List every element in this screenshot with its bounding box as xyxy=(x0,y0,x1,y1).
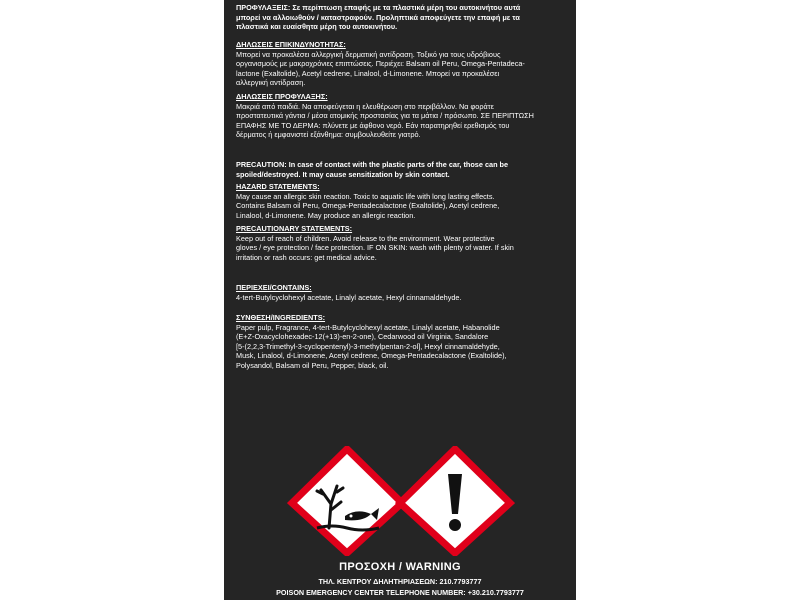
english-hazard-line: Contains Balsam oil Peru, Omega-Pentadecalactone (Exaltolide), Acetyl cedrene, xyxy=(236,201,500,211)
contains-section xyxy=(236,283,566,302)
ingredients-line: (E+Z-Oxacyclohexadec-12(+13)-en-2-one), Cedarwood oil Virginia, Sandalore xyxy=(236,332,489,342)
greek-precautionary-line: δέρματος ή εμφανιστεί εξάνθημα: συμβουλευθείτε γιατρό. xyxy=(236,130,421,140)
greek-precautionary-heading: ΔΗΛΩΣΕΙΣ ΠΡΟΦΥΛΑΞΗΣ: xyxy=(236,92,328,101)
contains-heading: ΠΕΡΙΕΧΕΙ/CONTAINS: xyxy=(236,283,312,292)
hazard-pictograms xyxy=(287,446,547,556)
greek-precaution-line: μπορεί να αλλοιωθούν / καταστραφούν. Προληπτικά αποφεύγετε την επαφή με τα xyxy=(236,12,520,22)
english-precautionary-line: Keep out of reach of children. Avoid release to the environment. Wear protective xyxy=(236,233,495,243)
greek-precaution-line: πλαστικά και ευαίσθητα μέρη του αυτοκινήτου. xyxy=(236,22,398,32)
greek-hazard-section xyxy=(236,40,566,88)
english-precaution xyxy=(236,160,566,179)
english-precaution-line: spoiled/destroyed. It may cause sensitization by skin contact. xyxy=(236,169,450,179)
ingredients-line: [5-(2,2,3-Trimethyl-3-cyclopentenyl)-3-methylpentan-2-ol], Hexyl cinnamaldehyde, xyxy=(236,341,500,351)
greek-precautionary-line: ΕΠΑΦΗΣ ΜΕ ΤΟ ΔΕΡΜΑ: πλύνετε με άφθονο νερό. Εάν παρατηρηθεί ερεθισμός του xyxy=(236,120,510,130)
environment-hazard-icon xyxy=(287,446,407,556)
greek-precautionary-line: Μακριά από παιδιά. Να αποφεύγεται η ελευθέρωση στο περιβάλλον. Να φοράτε xyxy=(236,101,494,111)
poison-center-phone-greek: ΤΗΛ. ΚΕΝΤΡΟΥ ΔΗΛΗΤΗΡΙΑΣΕΩΝ: 210.7793777 xyxy=(318,577,482,586)
greek-precaution xyxy=(236,3,566,32)
english-precautionary-line: gloves / eye protection / face protection. IF ON SKIN: wash with plenty of water. If skin xyxy=(236,243,514,253)
english-hazard-line: Linalool, d-Limonene. May produce an allergic reaction. xyxy=(236,210,416,220)
english-hazard-line: May cause an allergic skin reaction. Toxic to aquatic life with long lasting effects. xyxy=(236,191,495,201)
ingredients-section xyxy=(236,313,566,371)
greek-hazard-heading: ΔΗΛΩΣΕΙΣ ΕΠΙΚΙΝΔΥΝΟΤΗΤΑΣ: xyxy=(236,40,346,49)
contains-text: 4-tert-Butylcyclohexyl acetate, Linalyl acetate, Hexyl cinnamaldehyde. xyxy=(236,292,462,302)
english-precautionary-line: irritation or rash occurs: get medical advice. xyxy=(236,252,377,262)
greek-hazard-line: αλλεργική αντίδραση. xyxy=(236,78,306,88)
english-hazard-section xyxy=(236,182,566,220)
exclamation-mark-icon xyxy=(395,446,515,556)
poison-center-phone-english: POISON EMERGENCY CENTER TELEPHONE NUMBER: +30.210.7793777 xyxy=(276,588,524,597)
greek-precautionary-section xyxy=(236,92,566,140)
warning-title: ΠΡΟΣΟΧΗ / WARNING xyxy=(339,561,461,573)
english-hazard-heading: HAZARD STATEMENTS: xyxy=(236,182,320,191)
greek-precaution-line: ΠΡΟΦΥΛΑΞΕΙΣ: Σε περίπτωση επαφής με τα πλαστικά μέρη του αυτοκινήτου αυτά xyxy=(236,3,521,12)
greek-hazard-line: Μπορεί να προκαλέσει αλλεργική δερματική αντίδραση. Τοξικό για τους υδρόβιους xyxy=(236,49,501,59)
greek-precautionary-line: προστατευτικά γάντια / μέσα ατομικής προστασίας για τα μάτια / πρόσωπο. ΣΕ ΠΕΡΙΠΤΩΣΗ xyxy=(236,111,534,121)
ingredients-line: Musk, Linalool, d-Limonene, Acetyl cedrene, Omega-Pentadecalactone (Exaltolide), xyxy=(236,351,507,361)
ingredients-line: Polysandol, Balsam oil Peru, Pepper, black, oil. xyxy=(236,360,389,370)
greek-hazard-line: οργανισμούς με μακροχρόνιες επιπτώσεις. Περιέχει: Balsam oil Peru, Omega-Pentadeca- xyxy=(236,59,525,69)
english-precautionary-section xyxy=(236,224,566,262)
english-precautionary-heading: PRECAUTIONARY STATEMENTS: xyxy=(236,224,353,233)
english-precaution-line: PRECAUTION: In case of contact with the plastic parts of the car, those can be xyxy=(236,160,509,169)
product-label xyxy=(224,0,576,600)
ingredients-heading: ΣΥΝΘΕΣΗ/INGREDIENTS: xyxy=(236,313,326,322)
greek-hazard-line: lactone (Exaltolide), Acetyl cedrene, Linalool, d-Limonene. Μπορεί να προκαλέσει xyxy=(236,68,500,78)
ingredients-line: Paper pulp, Fragrance, 4-tert-Butylcyclohexyl acetate, Linalyl acetate, Habanolide xyxy=(236,322,500,332)
